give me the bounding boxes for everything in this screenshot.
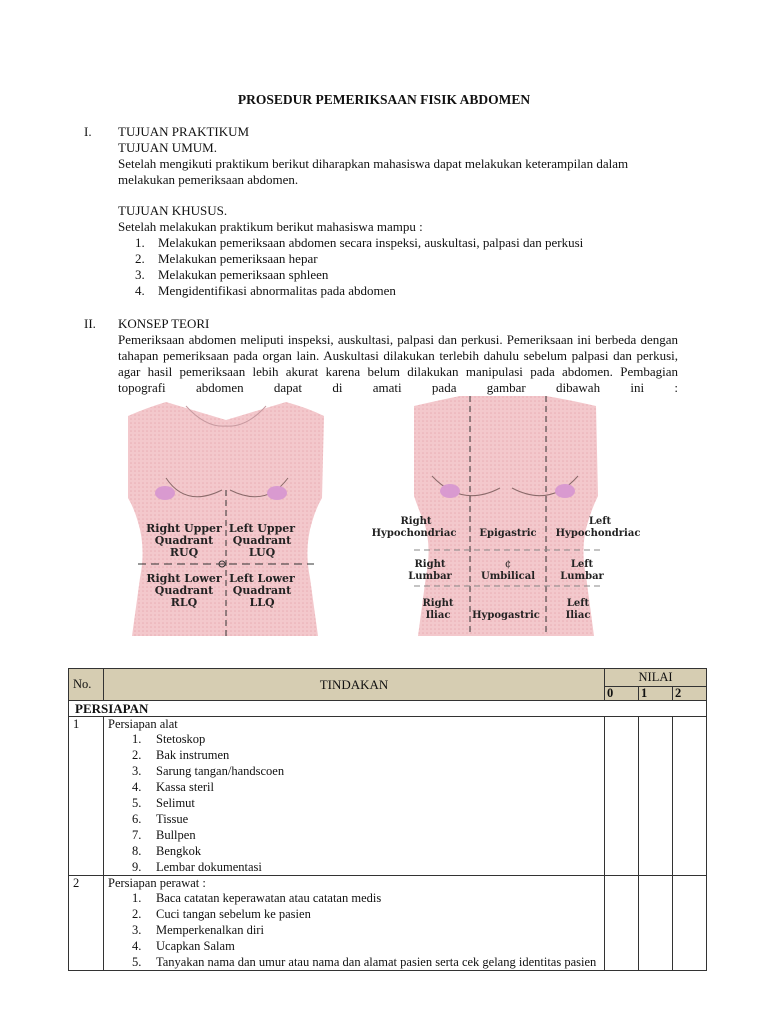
label-left-lumbar: Left (570, 559, 594, 570)
section-number: I. (84, 124, 92, 139)
label-left-hypochondriac: Left (588, 516, 612, 527)
nipple-right (555, 484, 575, 498)
list-item: 5. Tanyakan nama dan umur atau nama dan alamat pasien serta cek gelang identitas pasien (132, 955, 597, 969)
general-heading: TUJUAN UMUM. (118, 140, 217, 155)
label-rlq: Right Lower (146, 572, 222, 585)
item-list (108, 890, 600, 970)
nipple-left (440, 484, 460, 498)
label-luq: Left Upper (228, 522, 296, 535)
label-rlq-2: Quadrant (154, 584, 214, 597)
score-2: 2 (673, 687, 707, 701)
score-cell-1[interactable] (639, 876, 673, 971)
label-luq-3: LUQ (248, 546, 276, 559)
row-label: Persiapan alat (108, 717, 178, 731)
abdomen-quadrants-figure (126, 398, 326, 636)
list-item: 7. Bullpen (132, 828, 196, 842)
section-row-persiapan: PERSIAPAN (69, 701, 707, 717)
nipple-right (267, 486, 287, 500)
table-row (69, 876, 707, 971)
label-left-iliac-2: Iliac (565, 610, 591, 621)
section-paragraph: Pemeriksaan abdomen meliputi inspeksi, auskultasi, palpasi dan perkusi. Pemeriksaan ini berbeda dengan tahapan pemeriksaan pada organ lain. Auskultasi dilakukan terlebih dahulu sebelum palpasi dan perkusi, agar hasil pemeriksaan lebih akurat karena belum dilakukan manipulasi pada abdomen. Pembagian topografi abdomen dapat di amati pada gambar dibawah ini : (118, 332, 678, 395)
list-item: 4. Mengidentifikasi abnormalitas pada abdomen (135, 283, 396, 298)
label-left-iliac: Left (566, 598, 590, 609)
list-item: 2. Cuci tangan sebelum ke pasien (132, 907, 311, 921)
label-right-lumbar: Right (414, 559, 446, 570)
label-right-lumbar-2: Lumbar (408, 571, 452, 582)
score-cell-0[interactable] (605, 876, 639, 971)
nipple-left (155, 486, 175, 500)
specific-list (118, 235, 684, 299)
label-hypogastric: Hypogastric (472, 610, 540, 621)
general-text: Setelah mengikuti praktikum berikut diharapkan mahasiswa dapat melakukan keterampilan dalam melakukan pemeriksaan abdomen. (118, 156, 629, 187)
score-cell-0[interactable] (605, 717, 639, 876)
row-number: 2 (69, 876, 104, 971)
row-number: 1 (69, 717, 104, 876)
label-llq-2: Quadrant (232, 584, 292, 597)
list-item: 8. Bengkok (132, 844, 202, 858)
header-action: TINDAKAN (104, 669, 605, 701)
table-row (69, 717, 707, 876)
section-heading: KONSEP TEORI (118, 316, 210, 331)
score-cell-2[interactable] (673, 876, 707, 971)
list-item: 9. Lembar dokumentasi (132, 860, 262, 874)
header-score: NILAI (605, 669, 707, 687)
procedure-table (68, 668, 707, 971)
label-epigastric: Epigastric (479, 528, 537, 539)
list-item: 2. Melakukan pemeriksaan hepar (135, 251, 318, 266)
label-llq-3: LLQ (249, 596, 275, 609)
header-no: No. (69, 669, 104, 701)
list-item: 3. Sarung tangan/handscoen (132, 764, 285, 778)
list-item: 1. Baca catatan keperawatan atau catatan medis (132, 891, 382, 905)
score-0: 0 (605, 687, 639, 701)
label-right-iliac: Right (422, 598, 454, 609)
list-item: 6. Tissue (132, 812, 189, 826)
label-right-hypochondriac-2: Hypochondriac (371, 528, 457, 539)
svg-text:¢: ¢ (504, 559, 512, 570)
specific-intro: Setelah melakukan praktikum berikut mahasiswa mampu : (118, 219, 423, 234)
row-content (104, 876, 605, 971)
section-heading: TUJUAN PRAKTIKUM (118, 124, 250, 139)
label-ruq: Right Upper (146, 522, 222, 535)
label-left-hypochondriac-2: Hypochondriac (555, 528, 641, 539)
row-content (104, 717, 605, 876)
list-item: 2. Bak instrumen (132, 748, 230, 762)
list-item: 1. Stetoskop (132, 732, 206, 746)
label-ruq-3: RUQ (169, 546, 199, 559)
list-item: 4. Kassa steril (132, 780, 214, 794)
label-left-lumbar-2: Lumbar (560, 571, 604, 582)
label-umbilical: Umbilical (480, 571, 536, 582)
score-cell-2[interactable] (673, 717, 707, 876)
label-right-iliac-2: Iliac (425, 610, 451, 621)
abdomen-regions-figure (370, 396, 642, 636)
score-1: 1 (639, 687, 673, 701)
label-rlq-3: RLQ (170, 596, 198, 609)
row-label: Persiapan perawat : (108, 876, 206, 890)
document-title: PROSEDUR PEMERIKSAAN FISIK ABDOMEN (237, 92, 531, 107)
label-right-hypochondriac: Right (400, 516, 432, 527)
list-item: 3. Melakukan pemeriksaan sphleen (135, 267, 329, 282)
label-ruq-2: Quadrant (154, 534, 214, 547)
list-item: 5. Selimut (132, 796, 195, 810)
item-list (108, 731, 600, 875)
label-llq: Left Lower (229, 572, 295, 585)
list-item: 1. Melakukan pemeriksaan abdomen secara inspeksi, auskultasi, palpasi dan perkusi (135, 235, 584, 250)
label-luq-2: Quadrant (232, 534, 292, 547)
list-item: 3. Memperkenalkan diri (132, 923, 264, 937)
section-number: II. (84, 316, 96, 331)
specific-heading: TUJUAN KHUSUS. (118, 203, 228, 218)
list-item: 4. Ucapkan Salam (132, 939, 235, 953)
score-cell-1[interactable] (639, 717, 673, 876)
section-tujuan (84, 124, 684, 299)
